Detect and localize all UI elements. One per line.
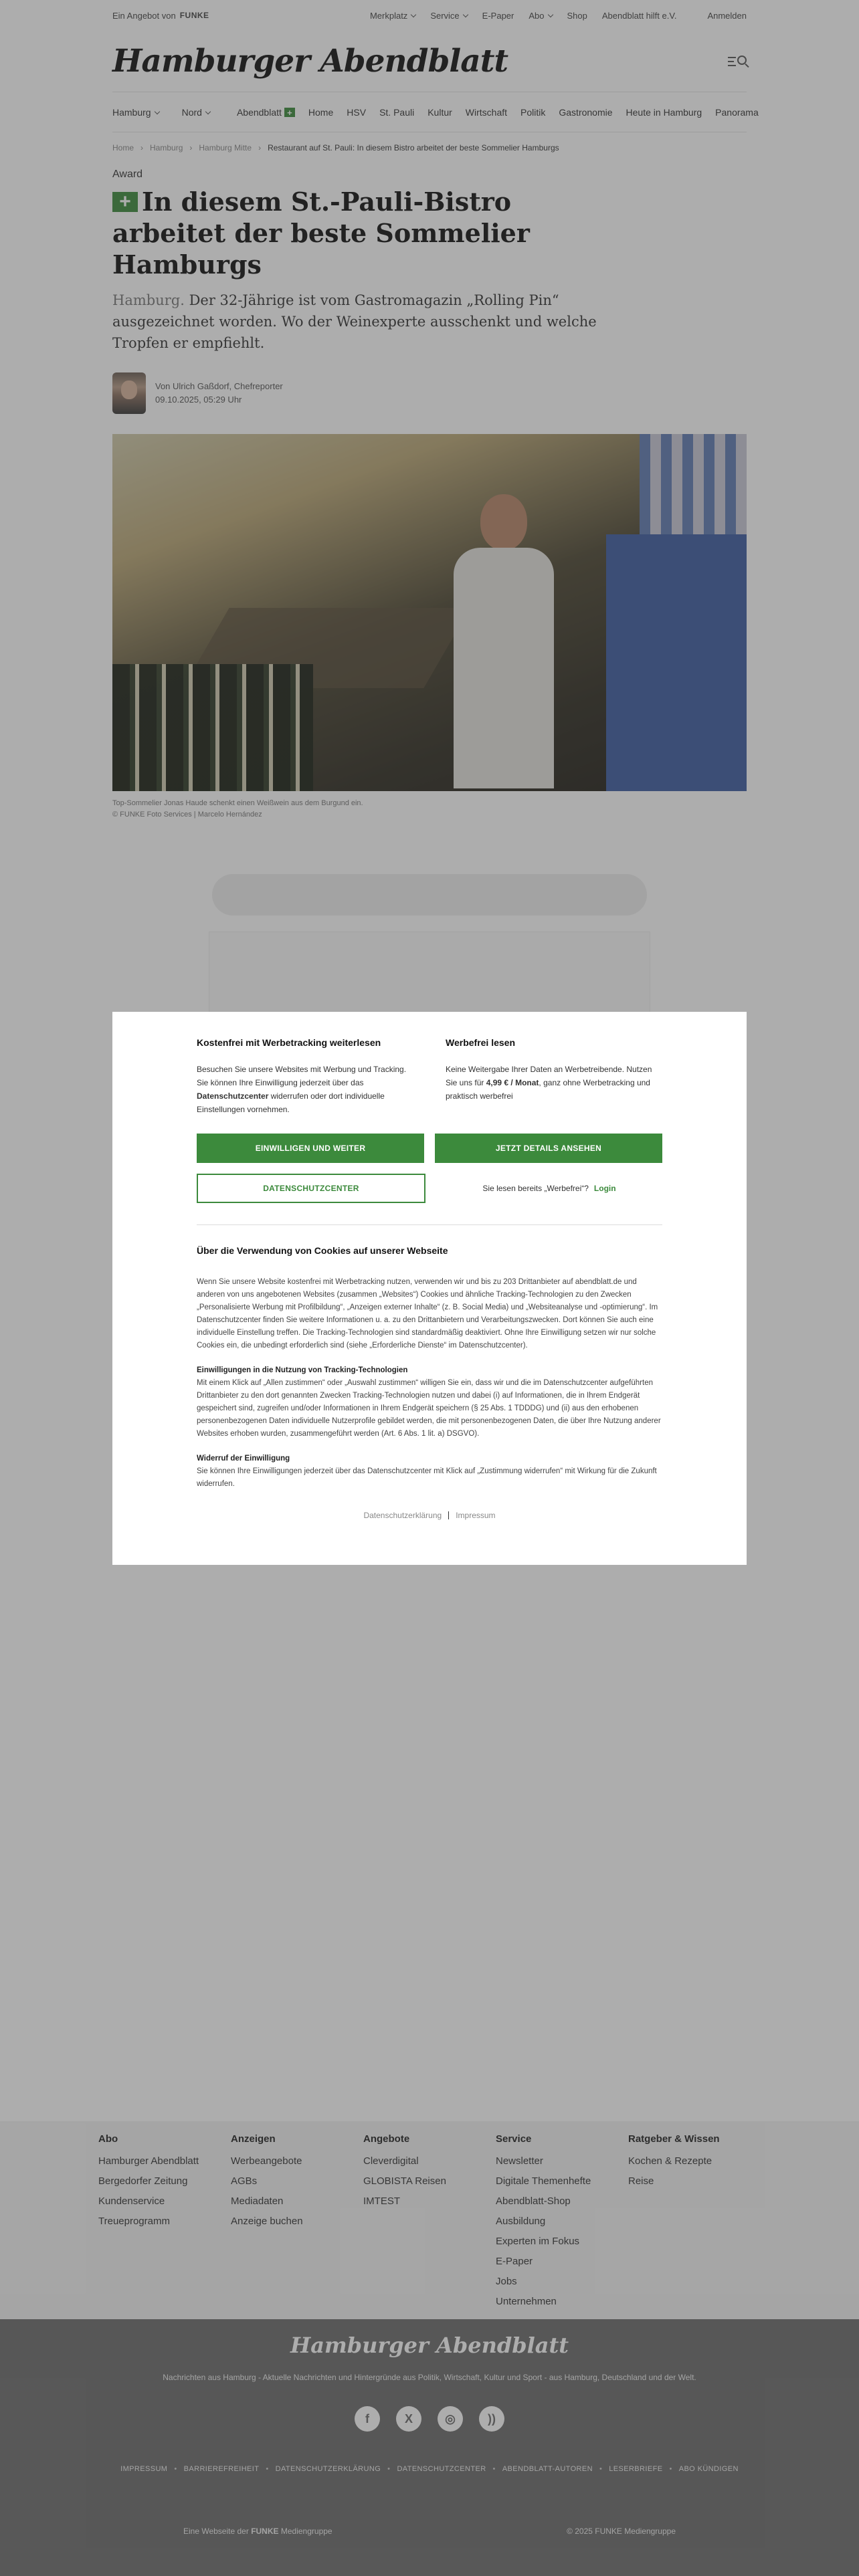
nav-hsv[interactable]: HSV [347,106,367,118]
rss-icon[interactable]: )) [479,2406,504,2432]
topnav-shop[interactable]: Shop [567,10,587,21]
footer-link[interactable]: E-Paper [496,2256,533,2267]
footer-link[interactable]: Werbeangebote [231,2155,302,2167]
nav-politik[interactable]: Politik [520,106,546,118]
copyright: © 2025 FUNKE Mediengruppe [567,2527,676,2536]
details-button[interactable]: JETZT DETAILS ANSEHEN [435,1134,662,1163]
footer-link[interactable]: Anzeige buchen [231,2216,303,2227]
privacy-center-link[interactable]: Datenschutzcenter [197,1091,269,1101]
facebook-icon[interactable]: f [355,2406,380,2432]
cookies-title: Über die Verwendung von Cookies auf unserer Webseite [197,1245,448,1256]
teaser-location: Hamburg. [112,292,185,308]
footer-col-title: Anzeigen [231,2133,276,2145]
breadcrumb-home[interactable]: Home [112,143,134,152]
nav-wirtschaft[interactable]: Wirtschaft [465,106,508,118]
footer-link[interactable]: Kundenservice [98,2195,165,2207]
footer-link[interactable]: Newsletter [496,2155,543,2167]
legal-links: IMPRESSUM • BARRIEREFREIHEIT • DATENSCHUTZERKLÄRUNG • DATENSCHUTZCENTER • ABENDBLATT-AUTOREN • LESERBRIEFE • ABO KÜNDIGEN [120,2465,739,2473]
site-of-funke: Eine Webseite der FUNKE Mediengruppe [183,2527,332,2536]
caption-text: Top-Sommelier Jonas Haude schenkt einen Weißwein aus dem Burgund ein. [112,799,363,807]
footer-link[interactable]: Unternehmen [496,2296,557,2307]
footer-link[interactable]: Digitale Themenhefte [496,2175,591,2187]
ad-free-title: Werbefrei lesen [446,1037,516,1048]
footer-link[interactable]: Mediadaten [231,2195,284,2207]
ad-free-text: Keine Weitergabe Ihrer Daten an Werbetreibende. Nutzen Sie uns für 4,99 € / Monat, ganz ohne Werbetracking und praktisch werbefrei [446,1065,652,1101]
footer-link[interactable]: Ausbildung [496,2216,546,2227]
site-logo[interactable]: Hamburger Abendblatt [112,43,508,80]
topnav-epaper[interactable]: E-Paper [482,10,514,21]
plus-icon: + [284,108,295,117]
footer-link[interactable]: AGBs [231,2175,258,2187]
x-icon[interactable]: X [396,2406,421,2432]
consent-dialog [112,1012,747,1565]
consent-subtitle: Einwilligungen in die Nutzung von Tracking-Technologien [197,1366,408,1374]
already-subscribed [436,1174,662,1203]
nav-panorama[interactable]: Panorama [715,106,759,118]
topnav-label: Merkplatz [369,10,408,21]
login-link[interactable]: Login [593,1184,616,1193]
footer-link[interactable]: IMTEST [363,2195,400,2207]
legal-autoren[interactable]: ABENDBLATT-AUTOREN [502,2465,593,2473]
footer-link[interactable]: Hamburger Abendblatt [98,2155,199,2167]
topnav-label: Service [430,10,460,21]
nav-st-pauli[interactable]: St. Pauli [379,106,415,118]
privacy-policy-link[interactable]: Datenschutzerklärung [363,1511,442,1520]
publish-date: 09.10.2025, 05:29 Uhr [155,395,242,405]
consent-free-text: Besuchen Sie unsere Websites mit Werbung und Tracking. Sie können Ihre Einwilligung jederzeit über das Datenschutzcenter widerrufen oder dort individuelle Einstellungen vornehmen. [197,1065,407,1114]
plus-icon: + [112,192,138,212]
topnav-label: Abo [529,10,545,21]
legal-datenschutzcenter[interactable]: DATENSCHUTZCENTER [397,2465,486,2473]
ad-free-option [446,1037,662,1116]
footer-link[interactable]: Kochen & Rezepte [628,2155,712,2167]
revoke-subtitle: Widerruf der Einwilligung [197,1455,290,1463]
article-title-text: In diesem St.-Pauli-Bistro arbeitet der beste Sommelier Hamburgs [112,187,530,280]
legal-barrierefreiheit[interactable]: BARRIEREFREIHEIT [183,2465,260,2473]
cookies-text: Wenn Sie unsere Website kostenfrei mit Werbetracking nutzen, verwenden wir und bis zu 203 Drittanbieter auf abendblatt.de und anderen von uns angebotenen Websites (zusammen „Websites“) Cookies und ähnliche Tracking-Technologien zu den Zwecken „Personalisierte Werbung mit Profilbildung“, „Anzeigen externer Inhalte“ (z. B. Social Media) und „Websiteanalyse und -optimierung“. Im Datenschutzcenter finden Sie weitere Informationen u. a. zu den Drittanbietern und Verarbeitungszwecken. Dort können Sie auch eine individuelle Einstellung treffen. Die Tracking-Technologien sind standardmäßig deaktiviert. Ohne Ihre Einwilligung setzen wir nur solche Cookies ein, die unbedingt erforderlich sind (siehe „Erforderliche Dienste“ im Datenschutzcenter). [197,1278,658,1350]
footer-link[interactable]: Reise [628,2175,654,2187]
nav-label: Nord [181,106,202,118]
author-name[interactable]: Von Ulrich Gaßdorf, Chefreporter [155,381,283,391]
footer-link[interactable]: GLOBISTA Reisen [363,2175,446,2187]
consent-free-option [197,1037,413,1116]
breadcrumb-hamburg-mitte[interactable]: Hamburg Mitte [199,143,252,152]
divider [197,1224,662,1225]
ad-free-price: 4,99 € / Monat [486,1078,539,1087]
footer-link[interactable]: Jobs [496,2276,517,2287]
nav-heute-in-hamburg[interactable]: Heute in Hamburg [626,106,702,118]
legal-abo-kuendigen[interactable]: ABO KÜNDIGEN [678,2465,739,2473]
footer-link[interactable]: Experten im Fokus [496,2236,580,2247]
revoke-text: Sie können Ihre Einwilligungen jederzeit über das Datenschutzcenter mit Klick auf „Zustimmung widerrufen“ mit Wirkung für die Zukunft widerrufen. [197,1467,657,1488]
login-link[interactable]: Anmelden [707,10,747,21]
imprint-link[interactable]: Impressum [456,1511,496,1520]
article-kicker: Award [112,169,143,180]
footer-col-title: Angebote [363,2133,410,2145]
legal-leserbriefe[interactable]: LESERBRIEFE [609,2465,663,2473]
legal-impressum[interactable]: IMPRESSUM [120,2465,168,2473]
consent-text: Mit einem Klick auf „Allen zustimmen“ oder „Auswahl zustimmen“ willigen Sie ein, dass wir und die im Datenschutzcenter aufgeführten Drittanbieter zu den dort genannten Zwecken Tracking-Technologien nutzen und dabei (i) auf Informationen, die in Ihrem Endgerät gespeichert sind, zugreifen und/oder Informationen in Ihrem Endgerät speichern (§ 25 Abs. 1 TDDDG) und (ii) aus den erhobenen personenbezogenen Daten individuelle Nutzerprofile gebildet werden, die mit personenbezogenen Daten, die über Ihre Nutzung anderer Websites erhoben wurden, zusammengeführt werden (Art. 6 Abs. 1 lit. a) DSGVO). [197,1379,661,1438]
footer-link[interactable]: Cleverdigital [363,2155,419,2167]
already-text: Sie lesen bereits „Werbefrei“? [482,1184,589,1193]
topnav-abendblatt-hilft[interactable]: Abendblatt hilft e.V. [601,10,677,21]
breadcrumb-current: Restaurant auf St. Pauli: In diesem Bistro arbeitet der beste Sommelier Hamburgs [268,143,559,152]
footer-link[interactable]: Treueprogramm [98,2216,170,2227]
breadcrumb: Home › Hamburg › Hamburg Mitte › Restaurant auf St. Pauli: In diesem Bistro arbeitet der beste Sommelier Hamburgs [112,143,559,152]
nav-label: Abendblatt [236,106,282,118]
nav-gastronomie[interactable]: Gastronomie [559,106,613,118]
privacy-center-button[interactable]: DATENSCHUTZCENTER [197,1174,425,1203]
teaser-text: Der 32-Jährige ist vom Gastromagazin „Rolling Pin“ ausgezeichnet worden. Wo der Weinexperte ausschenkt und welche Tropfen er empfiehlt. [112,292,597,351]
nav-kultur[interactable]: Kultur [427,106,452,118]
footer-link[interactable]: Bergedorfer Zeitung [98,2175,188,2187]
nav-home[interactable]: Home [308,106,334,118]
caption-credit: © FUNKE Foto Services | Marcelo Hernández [112,811,262,819]
funke-logo[interactable]: FUNKE [179,11,209,20]
breadcrumb-hamburg[interactable]: Hamburg [150,143,183,152]
consent-footer-links [197,1511,662,1520]
footer-col-title: Service [496,2133,532,2145]
footer-col-title: Abo [98,2133,118,2145]
footer-col-title: Ratgeber & Wissen [628,2133,720,2145]
footer-link[interactable]: Abendblatt-Shop [496,2195,571,2207]
footer-tagline: Nachrichten aus Hamburg - Aktuelle Nachrichten und Hintergründe aus Politik, Wirtschaft, Kultur und Sport - aus Hamburg, Deutschland und der Welt. [163,2373,696,2382]
accept-button[interactable]: EINWILLIGEN UND WEITER [197,1134,424,1163]
instagram-icon[interactable]: ◎ [438,2406,463,2432]
offer-prefix: Ein Angebot von [112,10,176,21]
consent-free-title: Kostenfrei mit Werbetracking weiterlesen [197,1037,381,1048]
legal-datenschutz[interactable]: DATENSCHUTZERKLÄRUNG [275,2465,381,2473]
footer-logo[interactable]: Hamburger Abendblatt [290,2333,569,2358]
cookies-body [197,1276,662,1491]
nav-label: Hamburg [112,106,151,118]
